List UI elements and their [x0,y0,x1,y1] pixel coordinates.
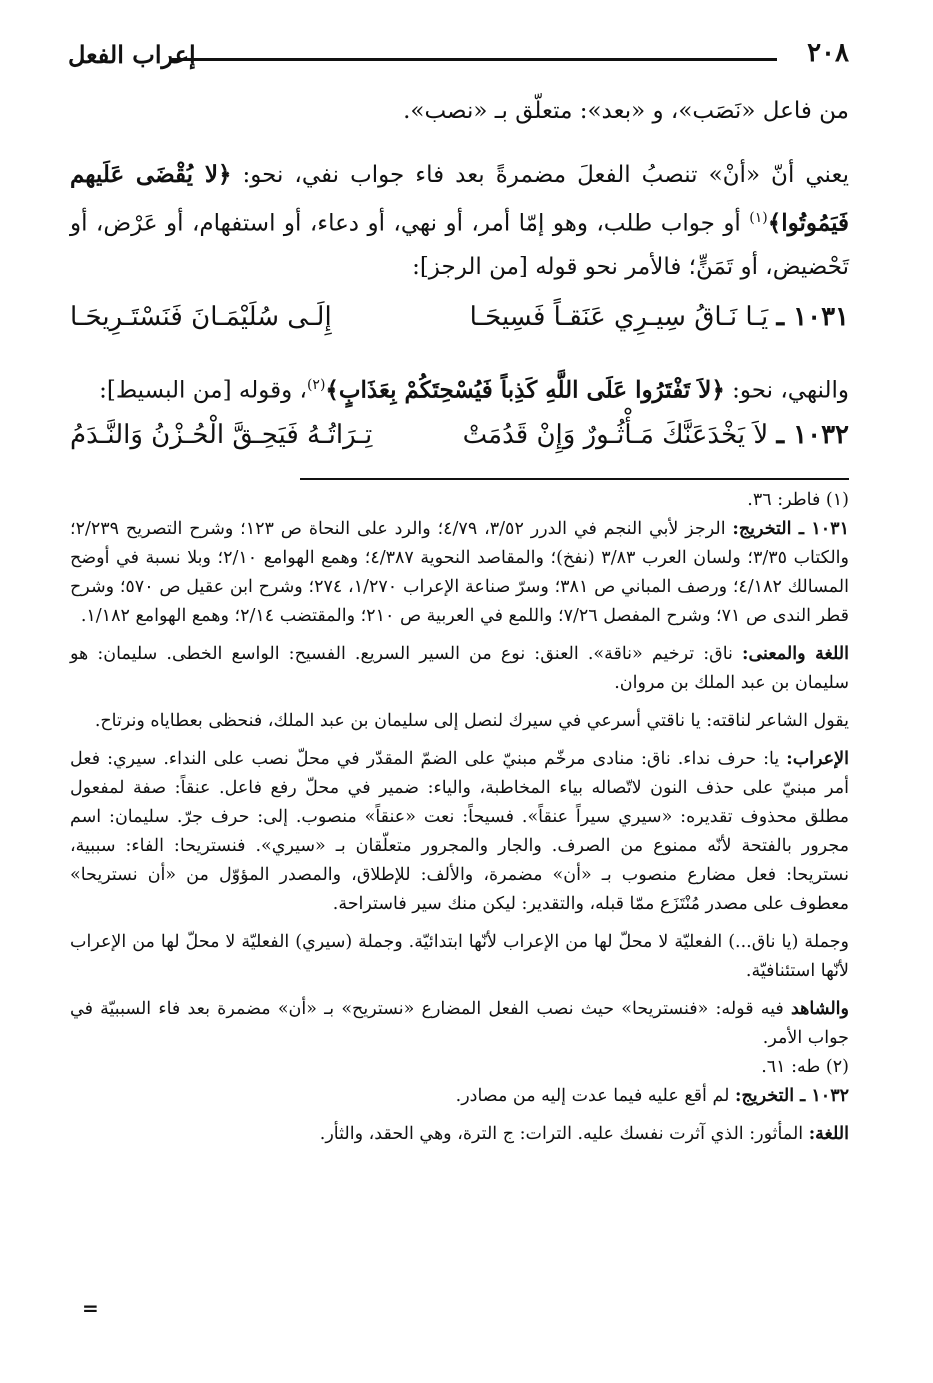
nahy-intro: والنهي، نحو: [732,377,849,404]
lugha-1031: اللغة والمعنى: ناق: ترخيم «ناقة». العنق: نوع من السير السريع. الفسيح: الواسع الخطى. سليمان: هو سليمان بن عبد الملك بن مروان. [70,644,849,693]
verse-intro: ، وقوله [من البسيط]: [99,377,307,404]
verse-1031 [70,302,849,332]
jumla-1031: وجملة (يا ناق...) الفعليّة لا محلّ لها من الإعراب لأنّها ابتدائيّة. وجملة (سيري) الفعليّة لا محلّ لها من الإعراب لأنّها استئنافيّة. [70,932,849,981]
takhrij-1032: ١٠٣٢ ـ التخريج: لم أقع عليه فيما عدت إليه من مصادر. [455,1086,849,1106]
verse-1031-first-hemistich: ١٠٣١ ـ يَـا نَـاقُ سِيـرِي عَنَقـاً فَسِيحَـا [469,302,849,332]
commentary-paragraph [70,153,849,289]
commentary-line: من فاعل «نَصَب»، و «بعد»: متعلّق بـ «نصب». [403,98,849,124]
main-text [70,90,849,289]
verse-1031-second-hemistich: إِلَـى سُلَيْمَـانَ فَنَسْتَـرِيحَـا [70,302,332,332]
verse-1032-second-hemistich: تِـرَاتُـهُ فَيَحِـقَّ الْحُـزْنُ وَالنَّـدَمُ [70,420,373,450]
footnote-marker-1: (١) [749,210,768,226]
shahid-1031: والشاهد فيه قوله: «فنستريحا» حيث نصب الفعل المضارع «نستريح» بـ «أن» مضمرة بعد فاء السببيّة في جواب الأمر. [70,999,849,1048]
takhrij-1031: ١٠٣١ ـ التخريج: الرجز لأبي النجم في الدرر ٣/٥٢، ٤/٧٩؛ والرد على النحاة ص ١٢٣؛ وشرح التصريح ٢/٢٣٩؛ والكتاب ٣/٣٥؛ ولسان العرب ٣/٨٣ (نفخ)؛ والمقاصد النحوية ٤/٣٨٧؛ وهمع الهوامع ٢/١٠؛ وبلا نسبة في أوضح المسالك ٤/١٨٢؛ ورصف المباني ص ٣٨١؛ وسرّ صناعة الإعراب ١/٢٧٠، ٢٧٤؛ وشرح ابن عقيل ص ٥٧٠؛ وشرح قطر الندى ص ٧١؛ وشرح المفصل ٧/٢٦؛ واللمع في العربية ص ٢١٠؛ والمقتضب ٢/١٤؛ وهمع الهوامع ١/١٨٢. [70,519,849,626]
footnote-1: (١) فاطر: ٣٦. [747,490,849,510]
lugha-1032: اللغة: المأثور: الذي آثرت نفسك عليه. الترات: ج الترة، وهي الحقد، والثأر. [319,1124,849,1144]
chapter-title: إعراب الفعل [68,40,196,69]
paragraph-intro: يعني أنّ «أنْ» تنصبُ الفعلَ مضمرةً بعد فاء جواب نفي، نحو: [242,162,849,188]
verse-number: ١٠٣٢ ـ [776,420,849,450]
footnote-2: (٢) طه: ٦١. [761,1057,849,1077]
page-header [62,38,849,78]
paragraph-body: أو جواب طلب، وهو إمّا أمر، أو نهي، أو دعاء، أو استفهام، أو عَرْض، أو تَحْضيض، أو تَمَنٍّ؛ فالأمر نحو قوله [من الرجز]: [70,210,849,280]
continuation-mark: = [82,1296,99,1320]
footnotes [70,486,849,1149]
meaning-1031: يقول الشاعر لناقته: يا ناقتي أسرعي في سيرك لنصل إلى سليمان بن عبد الملك، فنحظى بعطاياه ونرتاح. [94,711,849,731]
page-number: ٢٠٨ [807,38,849,68]
verse-1032 [70,420,849,450]
nahy-line [70,364,849,413]
irab-1031: الإعراب: يا: حرف نداء. ناق: منادى مرخّم مبنيّ على الضمّ المقدّر في محلّ نصب على النداء. سيري: فعل أمر مبنيّ على حذف النون لاتّصاله بياء المخاطبة، والياء: ضمير في محلّ رفع فاعل. عنقاً: صفة لمفعول مطلق محذوف تقديره: «سيري سيراً عنقاً». فسيحاً: نعت «عنقاً» منصوب. إلى: حرف جرّ. سليمان: اسم مجرور بالفتحة لأنّه ممنوع من الصرف. والجار والمجرور متعلّقان بـ «سيري». فنستريحا: الفاء: سببية، نستريحا: فعل مضارع منصوب بـ «أن» مضمرة، والألف: للإطلاق، والمصدر المؤوّل من «أن نستريحا» معطوف على مصدر مُنْتَزَع ممّا قبله، والتقدير: ليكن منك سير فاستراحة. [70,749,849,914]
quran-quote-2: ﴿لاَ تَفْتَرُوا عَلَى اللَّهِ كَذِباً فَيُسْحِتَكُمْ بِعَذَابٍ﴾ [325,376,725,404]
header-rule [172,58,777,61]
verse-1032-first-hemistich: ١٠٣٢ ـ لاَ يَخْدَعَنَّكَ مَـأْثُـورٌ وَإِنْ قَدُمَتْ [462,420,849,450]
footnote-marker-2: (٢) [306,377,326,393]
verse-number: ١٠٣١ ـ [776,302,849,332]
footnote-separator [300,478,849,480]
quran-quote-1: ﴿لا يُقْضَى عَلَيهم فَيَمُوتُوا﴾ [70,161,850,237]
